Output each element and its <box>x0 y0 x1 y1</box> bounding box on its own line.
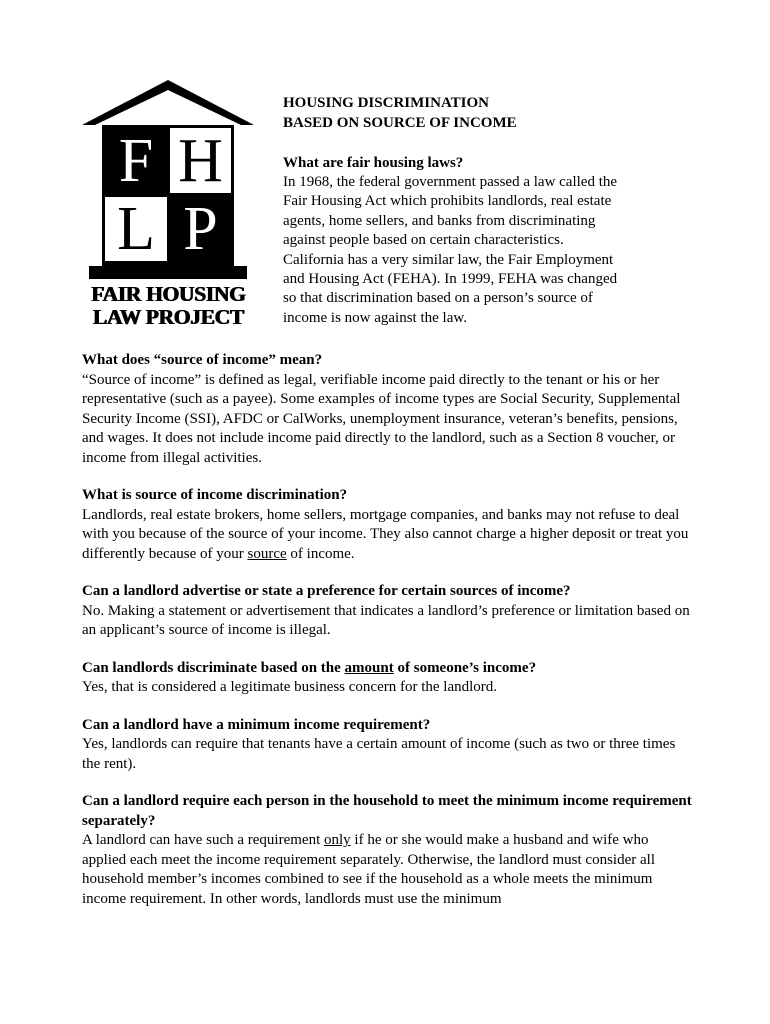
qa-answer: No. Making a statement or advertisement that indicates a landlord’s preference or limitation based on an applicant’s source of income is illegal. <box>82 602 690 638</box>
intro-question: What are fair housing laws? <box>283 155 464 171</box>
qa-question: What is source of income discrimination? <box>82 487 348 503</box>
intro-section <box>283 93 693 328</box>
qa-item <box>82 351 694 468</box>
logo-title-line1: FAIR HOUSING <box>90 282 246 306</box>
intro-answer <box>283 173 693 328</box>
logo-title-line2: LAW PROJECT <box>92 305 244 329</box>
logo-letter-p: P <box>170 197 231 261</box>
document-title-line1: HOUSING DISCRIMINATION <box>283 95 490 111</box>
qa-item <box>82 486 694 564</box>
logo-letter-f: F <box>105 128 167 193</box>
qa-question-text: of someone’s income? <box>393 659 537 676</box>
logo-base-bar <box>89 266 247 279</box>
qa-question-text: Can landlords discriminate based on the <box>82 659 345 676</box>
fhlp-logo <box>82 80 254 330</box>
qa-answer: Yes, that is considered a legitimate business concern for the landlord. <box>82 679 498 695</box>
intro-answer-line: In 1968, the federal government passed a law called the <box>283 174 618 190</box>
qa-question: Can a landlord advertise or state a preference for certain sources of income? <box>82 583 571 599</box>
qa-answer-text: if he or she would make a husband and wife who applied each meet the income requirement separately. Otherwise, the landlord must consider all household member’s incomes combined to see if the household as a whole meets the minimum income requirement. In other words, landlords must use the minimum <box>82 832 655 907</box>
house-roof-icon <box>82 80 254 130</box>
qa-answer-text: A landlord can have such a requirement <box>82 832 324 848</box>
qa-item <box>82 659 694 698</box>
intro-answer-line: agents, home sellers, and banks from discriminating <box>283 212 596 229</box>
qa-item <box>82 582 694 641</box>
intro-answer-line: and Housing Act (FEHA). In 1999, FEHA was changed <box>283 271 618 288</box>
qa-section <box>82 351 694 927</box>
logo-letter-l: L <box>105 197 167 261</box>
qa-question: Can a landlord require each person in the household to meet the minimum income requirement separately? <box>82 793 692 829</box>
qa-answer: “Source of income” is defined as legal, verifiable income paid directly to the tenant or his or her representative (such as a payee). Some examples of income types are Social Security, Supplemental Security Income (SSI), AFDC or CalWorks, unemployment insurance, veteran’s benefits, pensions, and wages. It does not include income paid directly to the landlord, such as a Section 8 voucher, or income from illegal activities. <box>82 371 681 466</box>
qa-answer-text: Landlords, real estate brokers, home sellers, mortgage companies, and banks may not refuse to deal with you because of the source of your income. They also cannot charge a higher deposit or treat you differently because of your <box>82 506 689 562</box>
document-title-line2: BASED ON SOURCE OF INCOME <box>283 115 517 131</box>
intro-answer-line: Fair Housing Act which prohibits landlords, real estate <box>283 193 612 210</box>
intro-answer-line: so that discrimination based on a person’s source of <box>283 290 593 307</box>
qa-answer-text: of income. <box>286 545 355 562</box>
qa-question <box>82 659 694 679</box>
underlined-word: only <box>324 832 351 848</box>
qa-item <box>82 716 694 775</box>
intro-answer-line: California has a very similar law, the Fair Employment <box>283 251 614 268</box>
qa-answer <box>82 831 694 909</box>
qa-question: What does “source of income” mean? <box>82 352 323 368</box>
intro-answer-line: against people based on certain characteristics. <box>283 232 564 249</box>
qa-question: Can a landlord have a minimum income requirement? <box>82 716 431 733</box>
qa-item <box>82 792 694 909</box>
underlined-word: source <box>247 545 287 562</box>
qa-answer <box>82 506 694 565</box>
logo-letter-h: H <box>170 128 231 193</box>
underlined-word: amount <box>344 659 394 676</box>
qa-answer: Yes, landlords can require that tenants have a certain amount of income (such as two or three times the rent). <box>82 736 676 772</box>
intro-answer-line: income is now against the law. <box>283 309 467 326</box>
